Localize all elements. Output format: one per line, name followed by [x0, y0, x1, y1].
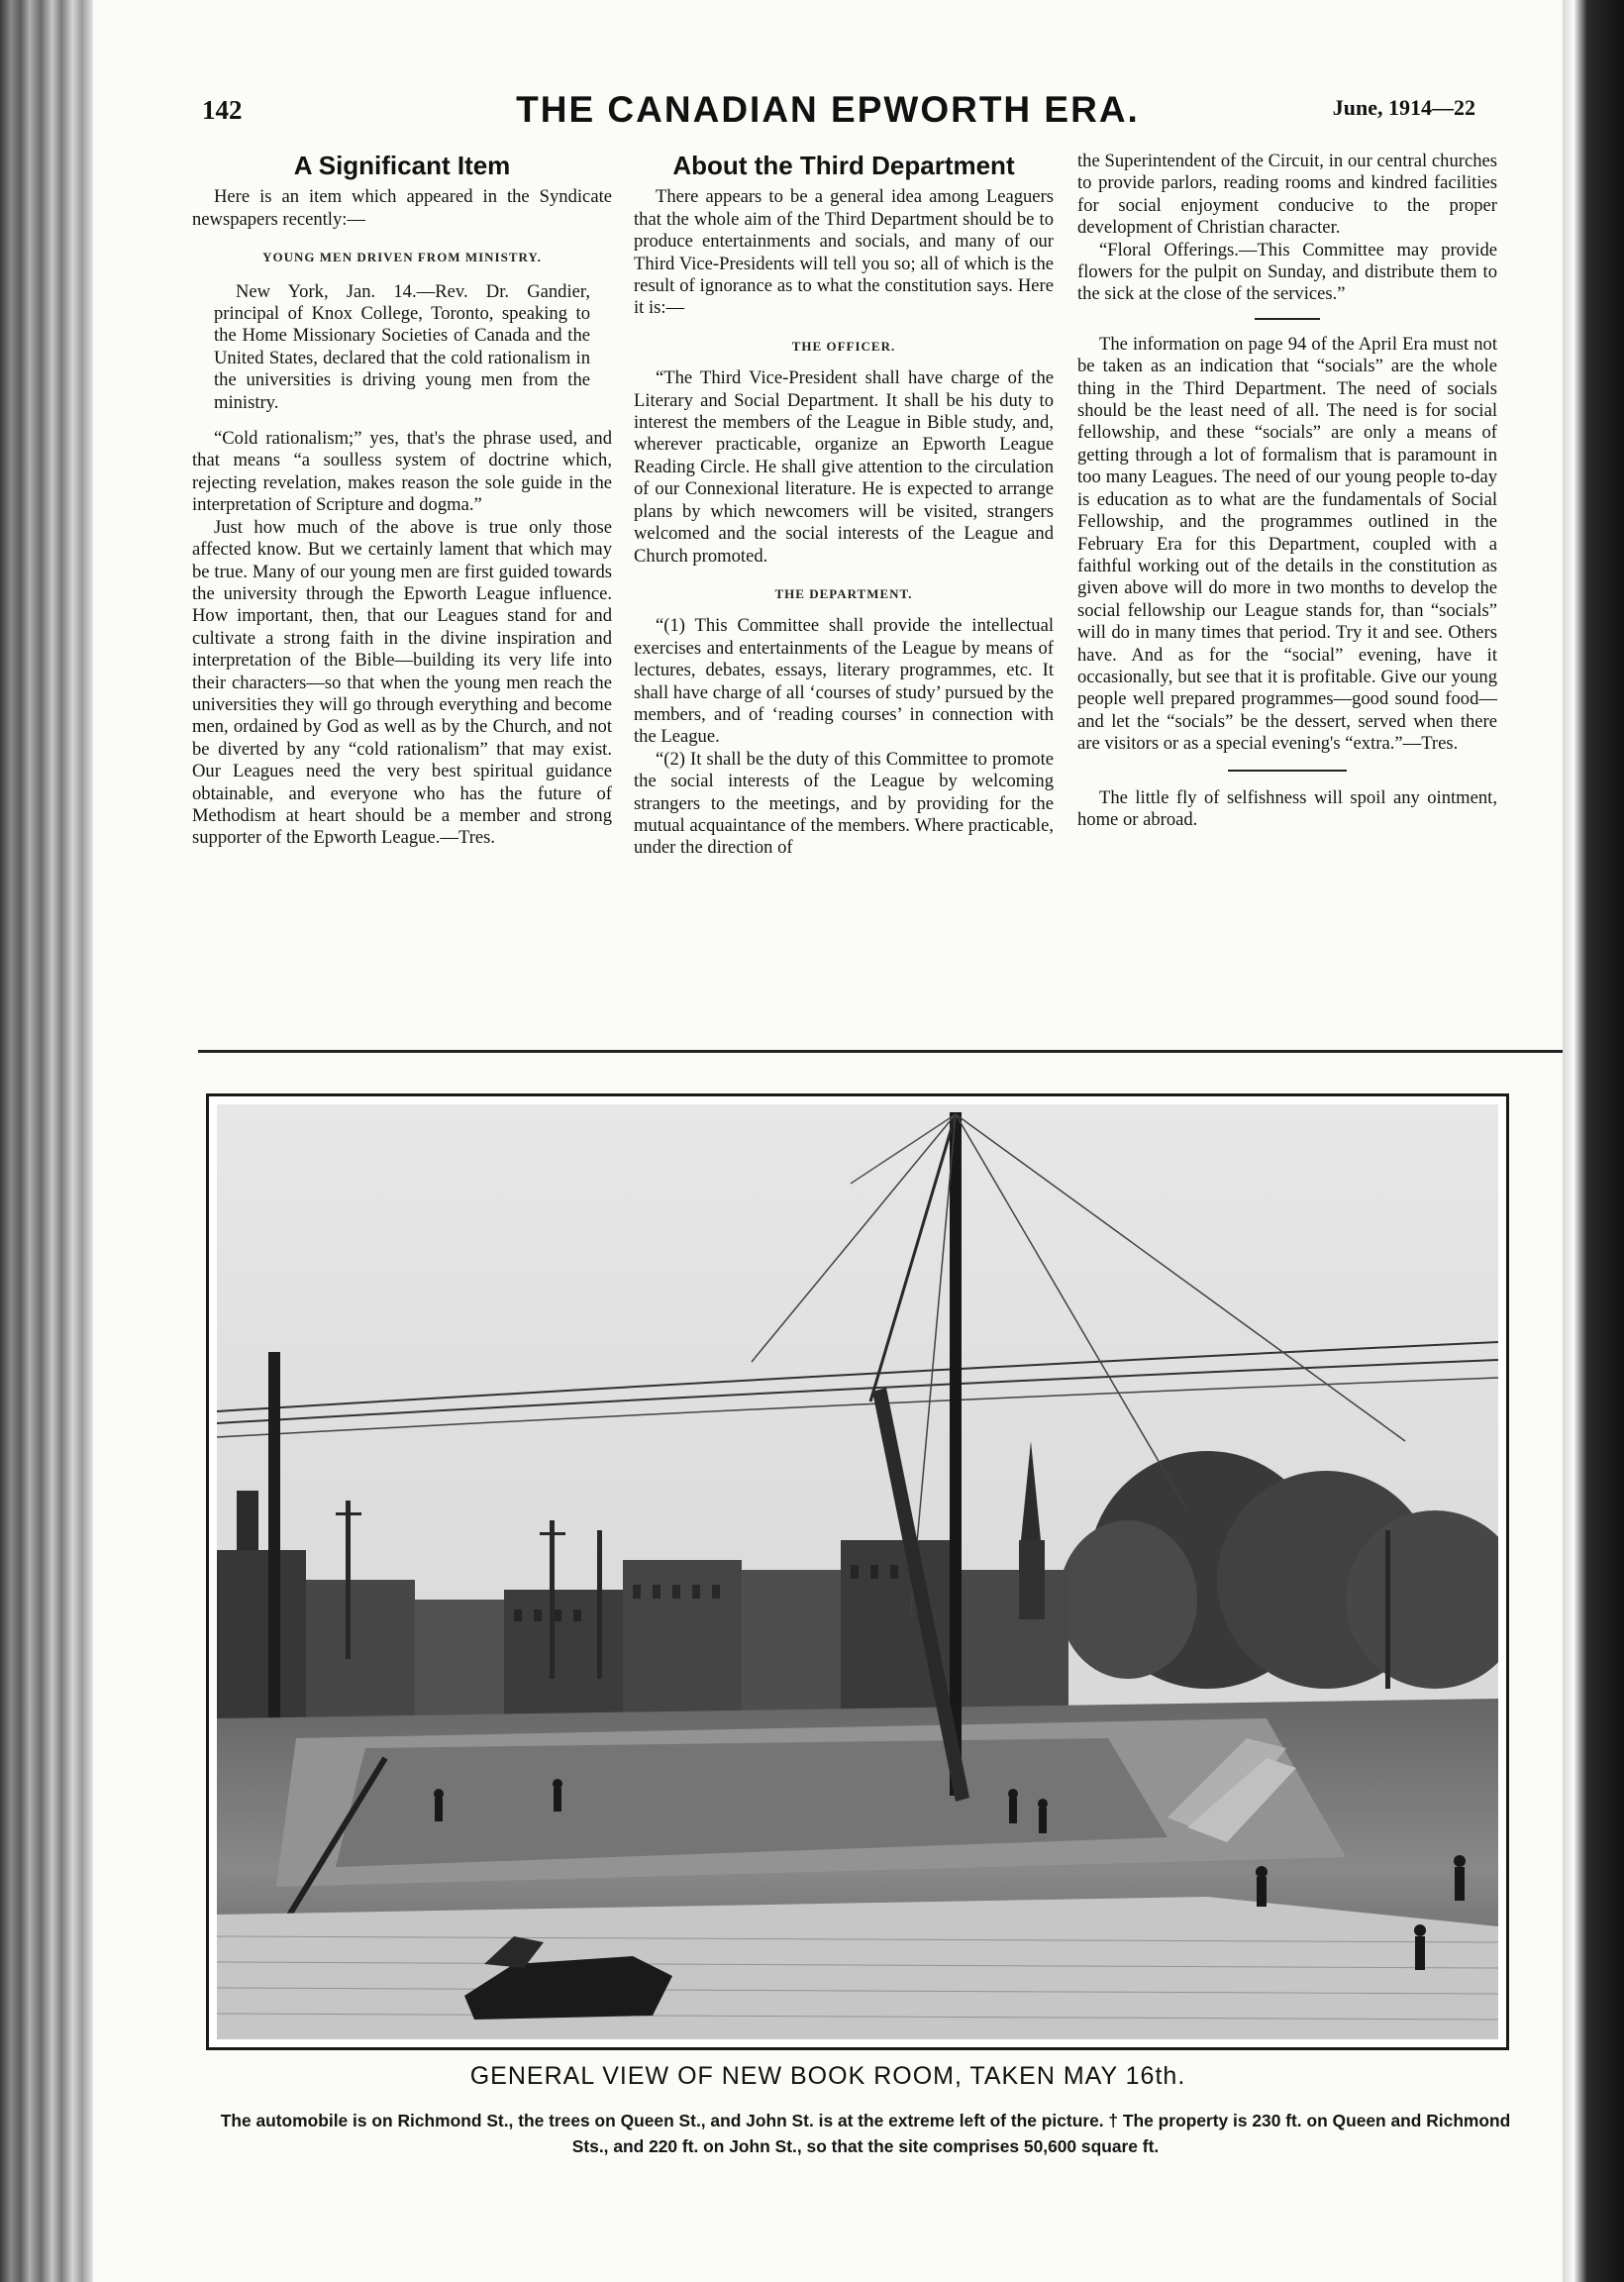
paragraph: “The Third Vice-President shall have charge of the Literary and Social Department. It shall be his duty to interest the members of the League in Bible study, and, wherever practicable, organize an Epworth League Reading Circle. He shall give attention to the circulation of our Connexional literature. He is expected to arrange plans by which newcomers will be visited, strangers welcomed and the social interests of the League and Church promoted.: [634, 367, 1054, 567]
filler-paragraph: The little fly of selfishness will spoil any ointment, home or abroad.: [1077, 786, 1497, 830]
paragraph: “Floral Offerings.—This Committee may provide flowers for the pulpit on Sunday, and distribute them to the sick at the close of the services.”: [1077, 239, 1497, 305]
paragraph: “Cold rationalism;” yes, that's the phrase used, and that means “a soulless system of doctrine which, rejecting revelation, makes reason the sole guide in the interpretation of Scripture and dogma.”: [192, 428, 612, 516]
paragraph: “(2) It shall be the duty of this Committee to promote the social interests of the League by welcoming strangers to the meetings, and by providing for the mutual acquaintance of the members. Where practicable, under the direction of: [634, 748, 1054, 859]
clipping-headline: YOUNG MEN DRIVEN FROM MINISTRY.: [262, 250, 542, 265]
photo-frame: [206, 1093, 1509, 2050]
figure-caption-text: The automobile is on Richmond St., the trees on Queen St., and John St. is at the extreme left of the picture. † The property is 230 ft. on Queen and Richmond Sts., and 220 ft. on John St., so that the site comprises 50,600 square ft.: [220, 2111, 1511, 2156]
paragraph: “(1) This Committee shall provide the intellectual exercises and entertainments of the League by means of lectures, debates, essays, literary programmes, etc. It shall have charge of all ‘courses of study’ pursued by the members, and of ‘reading courses’ in connection with the League.: [634, 615, 1054, 748]
magazine-page: [93, 0, 1563, 2282]
figure-caption-title: GENERAL VIEW OF NEW BOOK ROOM, TAKEN MAY 16th.: [469, 2062, 1186, 2090]
construction-site-photo: [217, 1104, 1498, 2039]
paragraph: The information on page 94 of the April Era must not be taken as an indication that “socials” are the whole thing in the Third Department. The need of socials should be the least need of all. The need is for social fellowship, and these “socials” are only a means of getting through a lot of formalism that is paramount in too many Leagues. The need of our young people to-day is education as to what are the fundamentals of Social Fellowship, and the programmes outlined in the February Era for this Department, coupled with a faithful working out of the details in the constitution as given above will do more in two months to develop the social fellowship our League stands for, than “socials” will do in many times that period. Try it and see. Others have. And as for the “social” evening, have it occasionally, but see that it is profitable. Give our young people well prepared programmes—good sound food—and let the “socials” be the dessert, served when there are visitors or as a special evening's “extra.”—Tres.: [1077, 333, 1497, 755]
paragraph: the Superintendent of the Circuit, in our central churches to provide parlors, reading rooms and kindred facilities for social enjoyment conducive to the proper development of Christian character.: [1077, 151, 1497, 239]
column-third-department: [634, 149, 1054, 860]
article-heading: A Significant Item: [293, 151, 511, 180]
page-header: [93, 85, 1563, 135]
next-page-edge: [1563, 0, 1624, 2282]
page-number: 142: [202, 95, 243, 125]
issue-date: June, 1914—22: [1332, 95, 1475, 120]
column-significant-item: [192, 149, 612, 850]
book-binding-edge: [0, 0, 93, 2282]
section-subhead: THE OFFICER.: [791, 338, 896, 354]
paragraph: Just how much of the above is true only those affected know. But we certainly lament that which may be true. Many of our young men are first guided towards the university through the Epworth League influence. How important, then, that our Leagues stand for and cultivate a strong faith in the divine inspiration and interpretation of the Bible—building its very life into their characters—so that when the young men reach the universities they will go through everything and become men, ordained by God as well as by the Church, and not be diverted by any “cold rationalism” that may exist. Our Leagues need the very best spiritual guidance obtainable, and everyone who has the future of Methodism at heart should be a member and strong supporter of the Epworth League.—Tres.: [192, 516, 612, 849]
divider: [1228, 770, 1347, 772]
section-divider: [198, 1050, 1596, 1053]
article-intro: There appears to be a general idea among Leaguers that the whole aim of the Third Department should be to produce entertainments and socials, and many of our Third Vice-Presidents will tell you so; all of which is the result of ignorance as to what the constitution says. Here it is:—: [634, 186, 1054, 319]
article-heading: About the Third Department: [672, 151, 1015, 180]
section-subhead: THE DEPARTMENT.: [774, 585, 913, 601]
clipping-body: New York, Jan. 14.—Rev. Dr. Gandier, principal of Knox College, Toronto, speaking to the Home Missionary Societies of Canada and the United States, declared that the cold rationalism in the universities is driving young men from the ministry.: [214, 280, 590, 413]
article-intro: Here is an item which appeared in the Syndicate newspapers recently:—: [192, 186, 612, 230]
divider: [1255, 318, 1320, 320]
column-continued: [1077, 151, 1497, 831]
journal-title: THE CANADIAN EPWORTH ERA.: [516, 89, 1140, 130]
